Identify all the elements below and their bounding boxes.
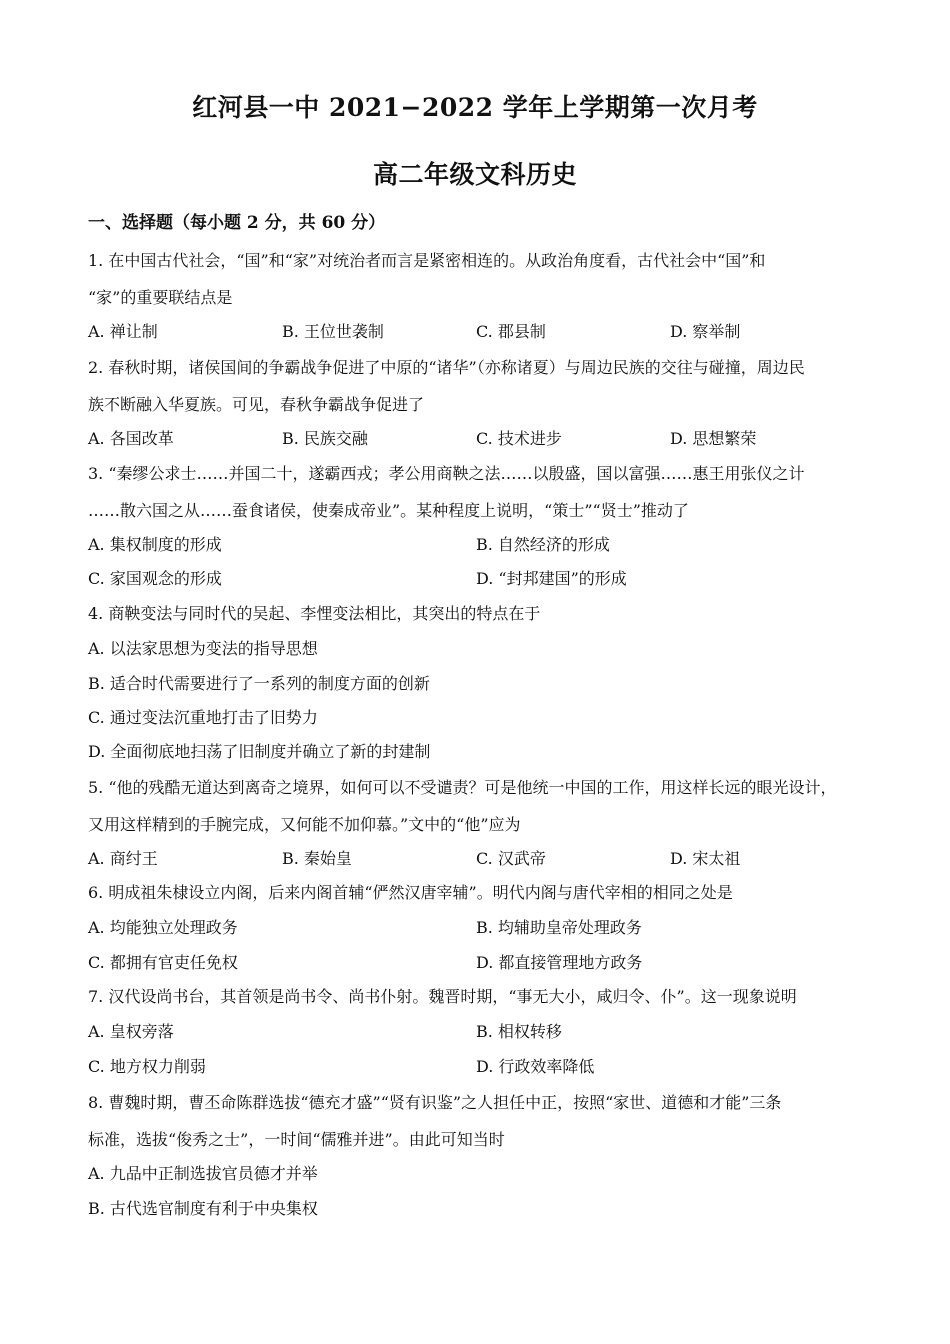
question-1-option-d: D. 察举制 — [670, 322, 741, 341]
question-7-option-d: D. 行政效率降低 — [476, 1057, 595, 1076]
question-3-options-row-1 — [88, 532, 878, 556]
question-7-options-row-1 — [88, 1019, 878, 1043]
question-3-option-a: A. 集权制度的形成 — [88, 535, 222, 554]
question-7-option-c: C. 地方权力削弱 — [88, 1057, 206, 1076]
question-3-text-line-1: 3. “秦缪公求士……并国二十，遂霸西戎；孝公用商鞅之法……以殷盛，国以富强……惠王用张仪之计 — [88, 464, 805, 483]
question-2-option-a: A. 各国改革 — [88, 429, 174, 448]
question-6-option-a: A. 均能独立处理政务 — [88, 918, 238, 937]
question-2-text-line-1: 2. 春秋时期，诸侯国间的争霸战争促进了中原的“诸华”（亦称诸夏）与周边民族的交往与碰撞，周边民 — [88, 358, 805, 377]
question-3-text-line-2: ……散六国之从……蚕食诸侯，使秦成帝业”。某种程度上说明，“策士”“贤士”推动了 — [88, 501, 689, 520]
question-1-option-c: C. 郡县制 — [476, 322, 546, 341]
question-6-option-d: D. 都直接管理地方政务 — [476, 953, 643, 972]
question-2-option-d: D. 思想繁荣 — [670, 429, 757, 448]
question-7-option-b: B. 相权转移 — [476, 1022, 562, 1041]
question-6-option-b: B. 均辅助皇帝处理政务 — [476, 918, 642, 937]
question-8-text-line-2: 标准，选拔“俊秀之士”，一时间“儒雅并进”。由此可知当时 — [88, 1130, 505, 1149]
question-5-option-d: D. 宋太祖 — [670, 849, 741, 868]
question-4-option-a: A. 以法家思想为变法的指导思想 — [88, 639, 318, 658]
question-2-options — [88, 426, 878, 450]
question-1-text-line-2: “家”的重要联结点是 — [88, 288, 233, 307]
question-6-options-row-2 — [88, 950, 878, 974]
question-1-options — [88, 319, 878, 343]
question-2-option-b: B. 民族交融 — [282, 429, 368, 448]
exam-title: 红河县一中 2021−2022 学年上学期第一次月考 — [192, 93, 758, 122]
question-3-option-d: D. “封邦建国”的形成 — [476, 569, 627, 588]
question-1-text-line-1: 1. 在中国古代社会，“国”和“家”对统治者而言是紧密相连的。从政治角度看，古代社会中“国”和 — [88, 251, 766, 270]
question-7-options-row-2 — [88, 1054, 878, 1078]
question-2-text-line-2: 族不断融入华夏族。可见，春秋争霸战争促进了 — [88, 395, 425, 414]
question-5-option-b: B. 秦始皇 — [282, 849, 352, 868]
question-8-option-a: A. 九品中正制选拔官员德才并举 — [88, 1164, 318, 1183]
question-7-option-a: A. 皇权旁落 — [88, 1022, 174, 1041]
question-8-option-b: B. 古代选官制度有利于中央集权 — [88, 1199, 318, 1218]
question-4-text-line-1: 4. 商鞅变法与同时代的吴起、李悝变法相比，其突出的特点在于 — [88, 604, 541, 623]
question-3-option-c: C. 家国观念的形成 — [88, 569, 222, 588]
question-1-option-b: B. 王位世袭制 — [282, 322, 384, 341]
question-4-option-c: C. 通过变法沉重地打击了旧势力 — [88, 708, 318, 727]
question-6-text-line-1: 6. 明成祖朱棣设立内阁，后来内阁首辅“俨然汉唐宰辅”。明代内阁与唐代宰相的相同之处是 — [88, 883, 733, 902]
question-4-option-b: B. 适合时代需要进行了一系列的制度方面的创新 — [88, 674, 430, 693]
question-4-option-d: D. 全面彻底地扫荡了旧制度并确立了新的封建制 — [88, 742, 431, 761]
question-6-option-c: C. 都拥有官吏任免权 — [88, 953, 238, 972]
question-1-option-a: A. 禅让制 — [88, 322, 158, 341]
exam-subtitle: 高二年级文科历史 — [372, 160, 577, 189]
question-5-text-line-1: 5. “他的残酷无道达到离奇之境界，如何可以不受谴责？可是他统一中国的工作，用这样长远的眼光设计， — [88, 778, 837, 797]
question-8-text-line-1: 8. 曹魏时期，曹丕命陈群选拔“德充才盛”“贤有识鉴”之人担任中正，按照“家世、道德和才能”三条 — [88, 1093, 782, 1112]
question-3-option-b: B. 自然经济的形成 — [476, 535, 610, 554]
question-5-option-a: A. 商纣王 — [88, 849, 158, 868]
question-6-options-row-1 — [88, 915, 878, 939]
section-heading: 一、选择题（每小题 2 分，共 60 分） — [88, 213, 386, 233]
question-5-options — [88, 846, 878, 870]
question-7-text-line-1: 7. 汉代设尚书台，其首领是尚书令、尚书仆射。魏晋时期，“事无大小，咸归令、仆”。这一现象说明 — [88, 987, 797, 1006]
question-5-option-c: C. 汉武帝 — [476, 849, 546, 868]
question-5-text-line-2: 又用这样精到的手腕完成，又何能不加仰慕。”文中的“他”应为 — [88, 815, 521, 834]
question-2-option-c: C. 技术进步 — [476, 429, 562, 448]
question-3-options-row-2 — [88, 566, 878, 590]
